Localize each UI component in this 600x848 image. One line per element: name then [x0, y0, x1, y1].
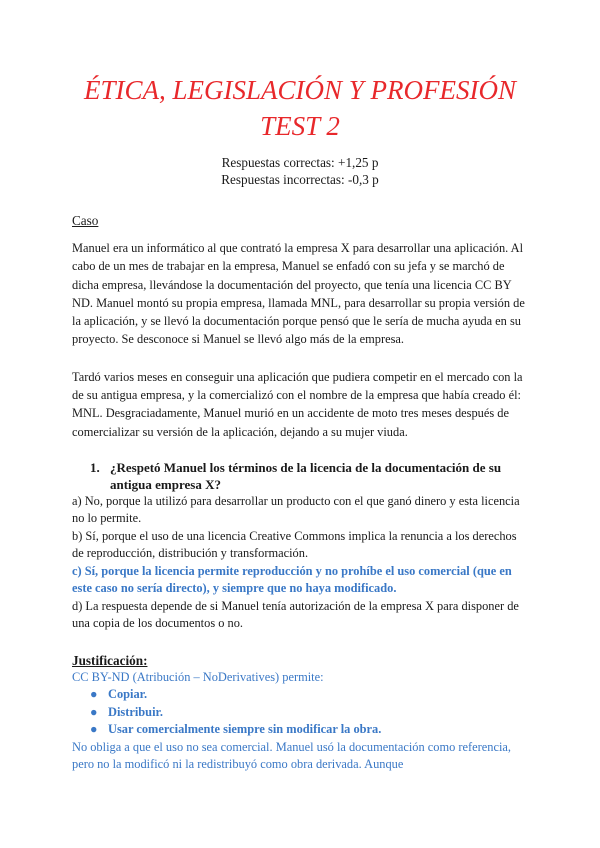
scoring-block [72, 154, 528, 188]
question-number: 1. [90, 459, 100, 475]
score-correct: Respuestas correctas: +1,25 p [221, 155, 379, 170]
answer-options [72, 493, 528, 633]
question-1 [72, 459, 528, 493]
list-item: ● Usar comercialmente siempre sin modificar la obra. [90, 721, 528, 739]
title-line-1: ÉTICA, LEGISLACIÓN Y PROFESIÓN [84, 75, 516, 105]
score-incorrect: Respuestas incorrectas: -0,3 p [221, 172, 379, 187]
option-d: d) La respuesta depende de si Manuel tenía autorización de la empresa X para disponer de una copia de los documentos o no. [72, 598, 519, 631]
justification-heading: Justificación: [72, 652, 148, 668]
case-paragraph-1: Manuel era un informático al que contrató la empresa X para desarrollar una aplicación. Al cabo de un mes de trabajar en la empresa, Manuel se enfadó con su jefa y se marchó de dicha empresa, llevándose la documentación del proyecto, que tenía una licencia CC BY ND. Manuel montó su propia empresa, llamada MNL, para desarrollar su propia versión de la aplicación, y se llevó la documentación porque pensó que le sería de mucha ayuda en su proyecto. Se desconoce si Manuel se llevó algo más de la empresa. [72, 241, 525, 347]
question-text: ¿Respetó Manuel los términos de la licencia de la documentación de su antigua empresa X? [110, 459, 502, 492]
list-item: ● Distribuir. [90, 704, 528, 722]
bullet-icon: ● [90, 704, 98, 719]
option-b: b) Sí, porque el uso de una licencia Creative Commons implica la renuncia a los derechos de reproducción, distribución y transformación. [72, 528, 517, 561]
permission-list [72, 686, 528, 739]
list-item: ● Copiar. [90, 686, 528, 704]
case-heading: Caso [72, 213, 99, 228]
title-line-2: TEST 2 [260, 111, 340, 141]
option-c-correct: c) Sí, porque la licencia permite reproducción y no prohíbe el uso comercial (que en este caso no sería directo), y siempre que no haya modificado. [72, 563, 512, 596]
license-line: CC BY-ND (Atribución – NoDerivatives) permite: [72, 669, 324, 684]
case-paragraph-2: Tardó varios meses en conseguir una aplicación que pudiera competir en el mercado con la de su antigua empresa, y la comercializó con el nombre de la empresa que había creado él: MNL. Desgraciadamente, Manuel murió en un accidente de moto tres meses después de comercializar su versión de la aplicación, dejando a su mujer viuda. [72, 369, 523, 439]
option-a: a) No, porque la utilizó para desarrollar un producto con el que ganó dinero y esta licencia no lo permite. [72, 493, 520, 526]
justification-text: No obliga a que el uso no sea comercial. Manuel usó la documentación como referencia, pero no la modificó ni la redistribuyó como obra derivada. Aunque [72, 739, 512, 772]
bullet-icon: ● [90, 722, 98, 737]
bullet-icon: ● [90, 687, 98, 702]
